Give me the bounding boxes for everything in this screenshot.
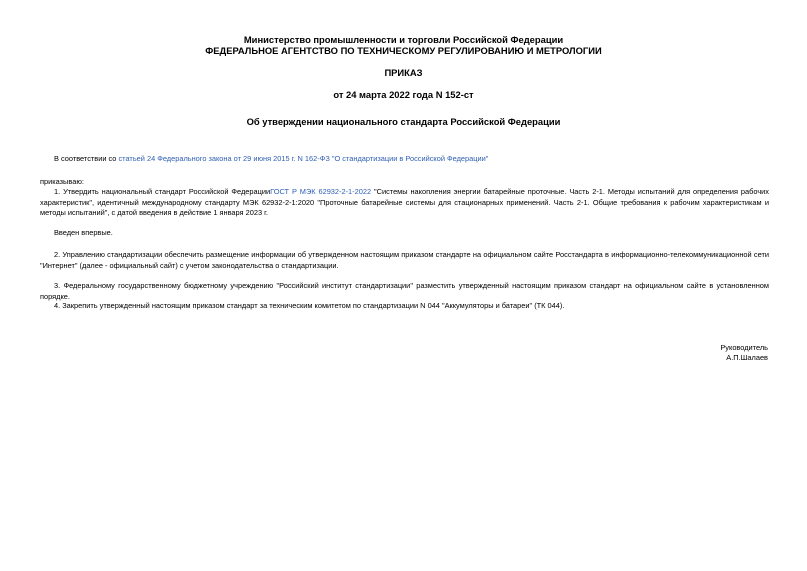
item-2-paragraph: 2. Управлению стандартизации обеспечить размещение информации об утвержденном настоящим приказом стандарте на официальном сайте Росстандарта в информационно-телекоммуникационной сети "Интернет" (далее - официальный сайт) с учетом законодательства о стандартизации. (40, 250, 769, 270)
document-title: Об утверждении национального стандарта Российской Федерации (246, 116, 561, 127)
signature-name: А.П.Шалаев (726, 353, 768, 362)
signature-role: Руководитель (720, 343, 768, 352)
agency-name: ФЕДЕРАЛЬНОЕ АГЕНТСТВО ПО ТЕХНИЧЕСКОМУ РЕГУЛИРОВАНИЮ И МЕТРОЛОГИИ (205, 45, 602, 56)
law-article-link[interactable]: статьей 24 Федерального закона от 29 июня 2015 г. N 162-ФЗ "О стандартизации в Российской Федерации" (118, 154, 489, 163)
item-1-paragraph (40, 187, 769, 219)
preamble-paragraph (40, 154, 769, 165)
item-1-suffix: "Системы накопления энергии батарейные проточные. Часть 2-1. Методы испытаний для определения рабочих характеристик", идентичный международному стандарту МЭК 62932-2-1:2020 "Проточные батарейные системы для стационарных применений. Часть 2-1. Общие требования к рабочим характеристикам и методы испытаний", с датой введения в действие 1 января 2023 г. (40, 187, 769, 217)
gost-standard-link[interactable]: ГОСТ Р МЭК 62932-2-1-2022 (270, 187, 372, 196)
preamble-prefix: В соответствии со (54, 154, 119, 163)
order-word: приказываю: (40, 177, 84, 186)
document-date-number: от 24 марта 2022 года N 152-ст (333, 89, 474, 100)
ministry-name: Министерство промышленности и торговли Российской Федерации (243, 34, 564, 45)
item-4-paragraph: 4. Закрепить утвержденный настоящим приказом стандарт за техническим комитетом по стандартизации N 044 "Аккумуляторы и батареи" (ТК 044). (54, 301, 565, 310)
item-3-paragraph: 3. Федеральному государственному бюджетному учреждению "Российский институт стандартизации" разместить утвержденный настоящим приказом стандарт на официальном сайте в установленном порядке. (40, 281, 769, 301)
document-type: ПРИКАЗ (384, 67, 423, 78)
first-time-note: Введен впервые. (54, 228, 113, 237)
item-1-prefix: 1. Утвердить национальный стандарт Российской Федерации (54, 187, 271, 196)
